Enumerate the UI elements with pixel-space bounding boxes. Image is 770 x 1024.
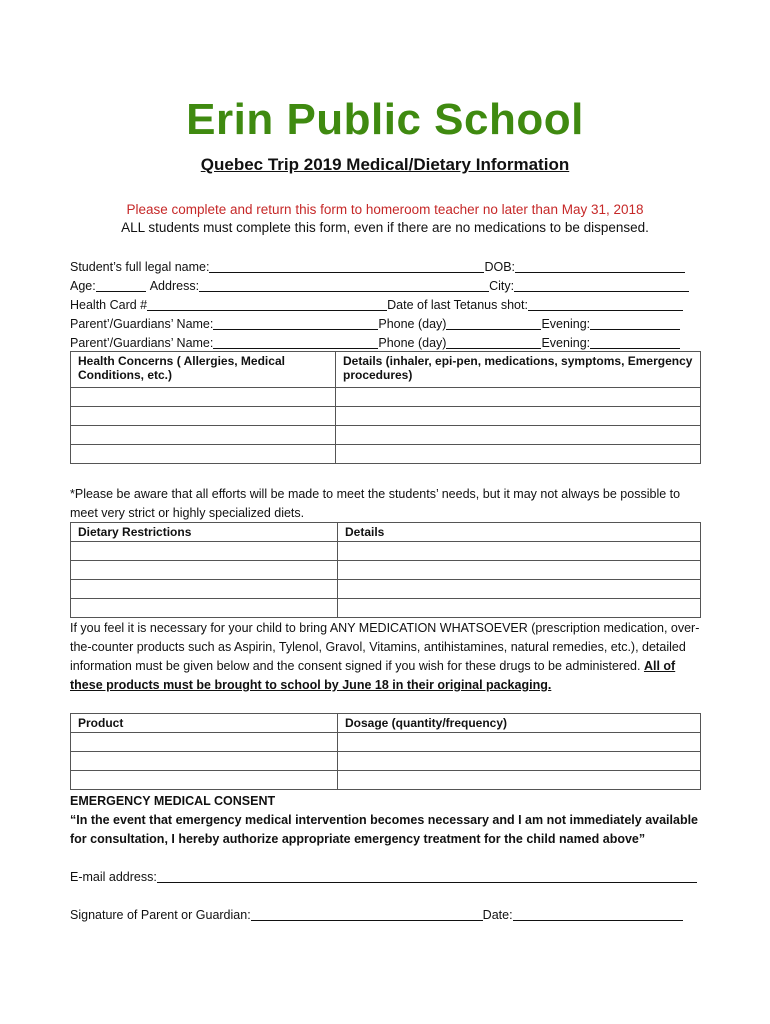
date-field[interactable] bbox=[513, 906, 683, 921]
table-row bbox=[71, 407, 701, 426]
form-subtitle: Quebec Trip 2019 Medical/Dietary Information bbox=[200, 155, 570, 174]
health-concerns-table bbox=[70, 351, 701, 464]
table-cell[interactable] bbox=[338, 542, 701, 561]
table-row bbox=[71, 599, 701, 618]
table-row bbox=[71, 388, 701, 407]
table-row bbox=[71, 733, 701, 752]
full-name-field[interactable] bbox=[209, 258, 484, 273]
health-card-label: Health Card # bbox=[70, 298, 148, 312]
table-cell[interactable] bbox=[336, 388, 701, 407]
table-cell[interactable] bbox=[338, 771, 701, 790]
table-cell[interactable] bbox=[71, 561, 338, 580]
dietary-table bbox=[70, 522, 701, 618]
table-header-row bbox=[71, 714, 701, 733]
table-cell[interactable] bbox=[71, 599, 338, 618]
phone-day-label: Phone (day) bbox=[378, 317, 447, 331]
parent-line-1 bbox=[70, 315, 702, 333]
table-cell[interactable] bbox=[71, 445, 336, 464]
city-label: City: bbox=[489, 279, 515, 293]
address-line bbox=[70, 277, 702, 295]
table-cell[interactable] bbox=[71, 542, 338, 561]
table-header-row bbox=[71, 523, 701, 542]
evening-label: Evening: bbox=[541, 317, 591, 331]
table-row bbox=[71, 580, 701, 599]
parent-name-field-1[interactable] bbox=[213, 315, 378, 330]
parent-name-label: Parent’/Guardians’ Name: bbox=[70, 317, 214, 331]
dob-label: DOB: bbox=[484, 260, 516, 274]
email-field[interactable] bbox=[157, 868, 697, 883]
table-row bbox=[71, 771, 701, 790]
evening-label: Evening: bbox=[541, 336, 591, 350]
phone-day-field-2[interactable] bbox=[446, 334, 541, 349]
email-label: E-mail address: bbox=[70, 870, 157, 884]
medication-text: If you feel it is necessary for your child to bring ANY MEDICATION WHATSOEVER (prescription medication, over-the-counter products such as Aspirin, Tylenol, Gravol, Vitamins, antihistamines, natural remedies, etc.), detailed information must be given below and the consent signed if you wish for these drugs to be administered. bbox=[70, 621, 700, 673]
deadline-notice: Please complete and return this form to homeroom teacher no later than May 31, 2018 bbox=[126, 202, 644, 217]
full-name-label: Student’s full legal name: bbox=[70, 260, 210, 274]
table-cell[interactable] bbox=[71, 771, 338, 790]
dob-field[interactable] bbox=[515, 258, 685, 273]
signature-label: Signature of Parent or Guardian: bbox=[70, 908, 251, 922]
table-cell[interactable] bbox=[338, 561, 701, 580]
school-title: Erin Public School bbox=[186, 95, 584, 144]
evening-field-2[interactable] bbox=[590, 334, 680, 349]
city-field[interactable] bbox=[514, 277, 689, 292]
signature-line bbox=[70, 906, 702, 924]
table-row bbox=[71, 426, 701, 445]
table-cell[interactable] bbox=[71, 388, 336, 407]
table-cell[interactable] bbox=[338, 752, 701, 771]
address-label: Address: bbox=[149, 279, 200, 293]
medication-paragraph bbox=[70, 619, 710, 695]
age-field[interactable] bbox=[96, 277, 146, 292]
table-cell[interactable] bbox=[336, 426, 701, 445]
details-header: Details (inhaler, epi-pen, medications, symptoms, Emergency procedures) bbox=[336, 352, 701, 388]
table-cell[interactable] bbox=[336, 445, 701, 464]
table-cell[interactable] bbox=[71, 407, 336, 426]
phone-day-label: Phone (day) bbox=[378, 336, 447, 350]
consent-heading: EMERGENCY MEDICAL CONSENT bbox=[70, 794, 276, 808]
dosage-header: Dosage (quantity/frequency) bbox=[338, 714, 701, 733]
table-cell[interactable] bbox=[71, 580, 338, 599]
dietary-restrictions-header: Dietary Restrictions bbox=[71, 523, 338, 542]
diet-notice: *Please be aware that all efforts will be made to meet the students’ needs, but it may not always be possible to meet very strict or highly specialized diets. bbox=[70, 487, 681, 520]
table-cell[interactable] bbox=[338, 599, 701, 618]
table-row bbox=[71, 542, 701, 561]
health-card-line bbox=[70, 296, 702, 314]
table-cell[interactable] bbox=[71, 752, 338, 771]
tetanus-field[interactable] bbox=[528, 296, 683, 311]
table-cell[interactable] bbox=[71, 426, 336, 445]
date-label: Date: bbox=[482, 908, 513, 922]
medication-emphasis: All of these products must be brought to school by June 18 in their original packaging. bbox=[70, 659, 676, 692]
tetanus-label: Date of last Tetanus shot: bbox=[387, 298, 528, 312]
address-field[interactable] bbox=[199, 277, 489, 292]
student-name-line bbox=[70, 258, 702, 276]
table-cell[interactable] bbox=[338, 733, 701, 752]
table-cell[interactable] bbox=[338, 580, 701, 599]
all-students-notice: ALL students must complete this form, even if there are no medications to be dispensed. bbox=[121, 220, 649, 235]
email-line bbox=[70, 868, 702, 886]
health-concerns-header: Health Concerns ( Allergies, Medical Conditions, etc.) bbox=[71, 352, 336, 388]
parent-name-label: Parent’/Guardians’ Name: bbox=[70, 336, 214, 350]
age-label: Age: bbox=[70, 279, 96, 293]
phone-day-field-1[interactable] bbox=[446, 315, 541, 330]
health-card-field[interactable] bbox=[147, 296, 387, 311]
dietary-details-header: Details bbox=[338, 523, 701, 542]
consent-quote: “In the event that emergency medical intervention becomes necessary and I am not immediately available for consultation, I hereby authorize appropriate emergency treatment for the child named above” bbox=[70, 813, 699, 846]
table-row bbox=[71, 752, 701, 771]
product-table bbox=[70, 713, 701, 790]
parent-name-field-2[interactable] bbox=[213, 334, 378, 349]
evening-field-1[interactable] bbox=[590, 315, 680, 330]
table-row bbox=[71, 561, 701, 580]
parent-line-2 bbox=[70, 334, 702, 352]
table-header-row bbox=[71, 352, 701, 388]
table-row bbox=[71, 445, 701, 464]
table-cell[interactable] bbox=[336, 407, 701, 426]
signature-field[interactable] bbox=[251, 906, 483, 921]
product-header: Product bbox=[71, 714, 338, 733]
table-cell[interactable] bbox=[71, 733, 338, 752]
